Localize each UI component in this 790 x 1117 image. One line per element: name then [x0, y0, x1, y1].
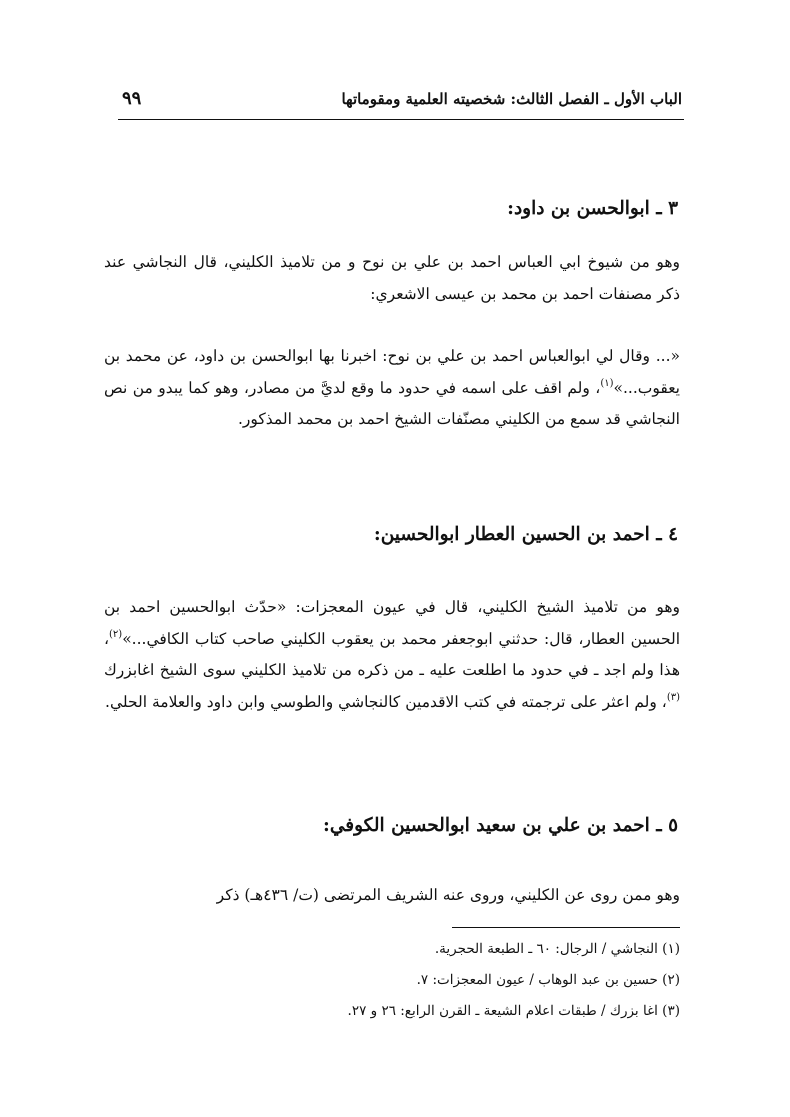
running-title: الباب الأول ـ الفصل الثالث: شخصيته العلمية ومقوماتها — [341, 90, 682, 108]
footnote-ref: (٢) — [109, 628, 123, 640]
paragraph-text: ، ولم اقف على اسمه في حدود ما وقع لديَّ من مصادر، وهو كما يبدو من نص النجاشي قد سمع من الكليني مصنّفات الشيخ احمد بن محمد المذكور. — [104, 378, 680, 428]
footnote-2: (٢) حسين بن عبد الوهاب / عيون المعجزات: ٧. — [416, 972, 680, 988]
footnote-ref: (٣) — [666, 691, 680, 703]
header-rule — [118, 119, 684, 120]
footnotes — [120, 934, 680, 1027]
footnote-3: (٣) اغا بزرك / طبقات اعلام الشيعة ـ القرن الرابع: ٢٦ و ٢٧. — [347, 1003, 680, 1019]
paragraph-4-1 — [104, 592, 680, 718]
section-heading-3: ٣ ـ ابوالحسن بن داود: — [507, 198, 678, 219]
paragraph-text: وهو من شيوخ ابي العباس احمد بن علي بن نوح و من تلاميذ الكليني، قال النجاشي عند ذكر مصنفات احمد بن محمد بن عيسى الاشعري: — [104, 253, 680, 303]
section-heading-4: ٤ ـ احمد بن الحسين العطار ابوالحسين: — [373, 524, 678, 545]
paragraph-5-1 — [104, 880, 680, 912]
paragraph-text: وهو ممن روى عن الكليني، وروى عنه الشريف المرتضى (ت/ ٤٣٦هـ) ذكر — [216, 886, 680, 904]
paragraph-text: ، هذا ولم اجد ـ في حدود ما اطلعت عليه ـ من ذكره من تلاميذ الكليني سوى الشيخ اغابزرك — [104, 629, 680, 679]
section-heading-5: ٥ ـ احمد بن علي بن سعيد ابوالحسين الكوفي: — [322, 815, 678, 836]
paragraph-3-1 — [104, 247, 680, 310]
paragraph-text: ، ولم اعثر على ترجمته في كتب الاقدمين كالنجاشي والطوسي وابن داود والعلامة الحلي. — [105, 692, 667, 711]
paragraph-text: وهو من تلاميذ الشيخ الكليني، قال في عيون المعجزات: «حدّث ابوالحسين احمد بن الحسين العطار، قال: حدثني ابوجعفر محمد بن يعقوب الكليني صاحب كتاب الكافي...» — [104, 598, 680, 648]
footnote-ref: (١) — [600, 377, 614, 389]
running-header — [122, 90, 682, 116]
page-number: ٩٩ — [122, 88, 142, 109]
footnote-1: (١) النجاشي / الرجال: ٦٠ ـ الطبعة الحجرية. — [434, 941, 680, 957]
paragraph-text: «... وقال لي ابوالعباس احمد بن علي بن نوح: اخبرنا بها ابوالحسن بن داود، عن محمد بن يعقوب...» — [104, 347, 680, 397]
footnote-rule — [452, 927, 680, 928]
paragraph-3-2 — [104, 341, 680, 436]
